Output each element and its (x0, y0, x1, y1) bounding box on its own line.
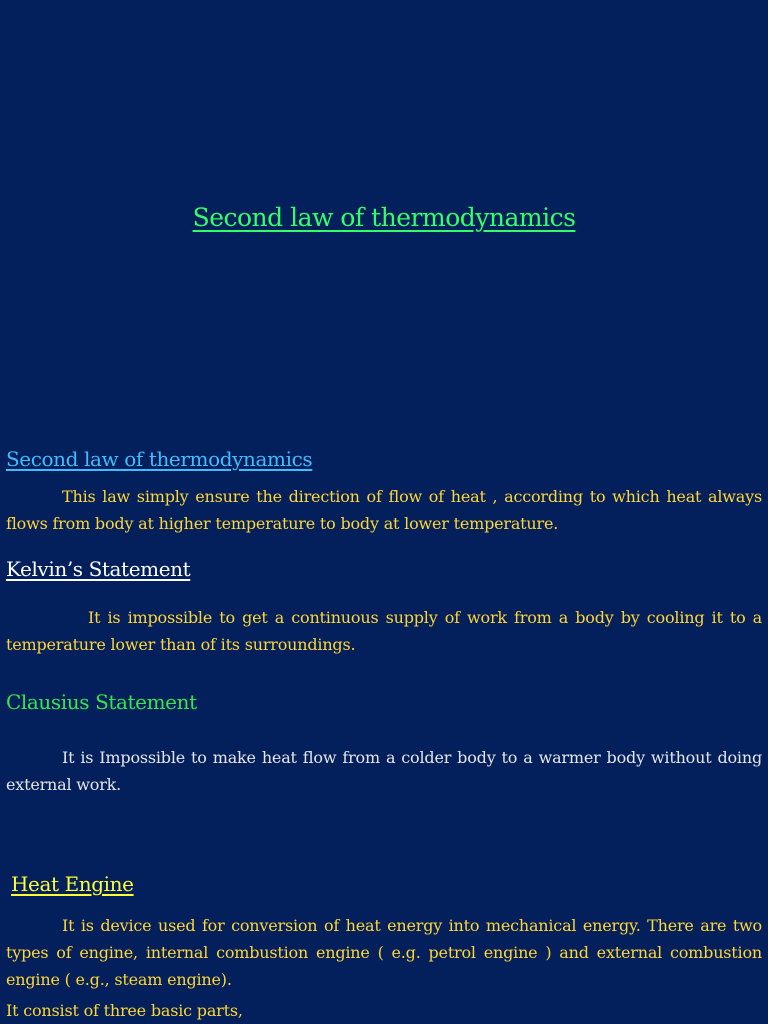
section-text-clausius: It is Impossible to make heat flow from a colder body to a warmer body without doing external work. (6, 748, 762, 794)
section-text-second-law: This law simply ensure the direction of flow of heat , according to which heat always flows from body at higher temperature to body at lower temperature. (6, 487, 762, 533)
section-heading-clausius: Clausius Statement (6, 690, 197, 714)
section-heading-second-law: Second law of thermodynamics (6, 447, 313, 471)
section-heading-heat-engine: Heat Engine (11, 872, 134, 896)
section-text-kelvin: It is impossible to get a continuous supply of work from a body by cooling it to a temperature lower than of its surroundings. (6, 608, 762, 654)
section-text-parts: It consist of three basic parts, (6, 1001, 243, 1020)
section-heading-kelvin: Kelvin’s Statement (6, 557, 191, 581)
slide-title: Second law of thermodynamics (192, 203, 576, 232)
section-text-heat-engine: It is device used for conversion of heat energy into mechanical energy. There are two types of engine, internal combustion engine ( e.g. petrol engine ) and external combustion engine ( e.g., steam engine). (6, 916, 762, 989)
